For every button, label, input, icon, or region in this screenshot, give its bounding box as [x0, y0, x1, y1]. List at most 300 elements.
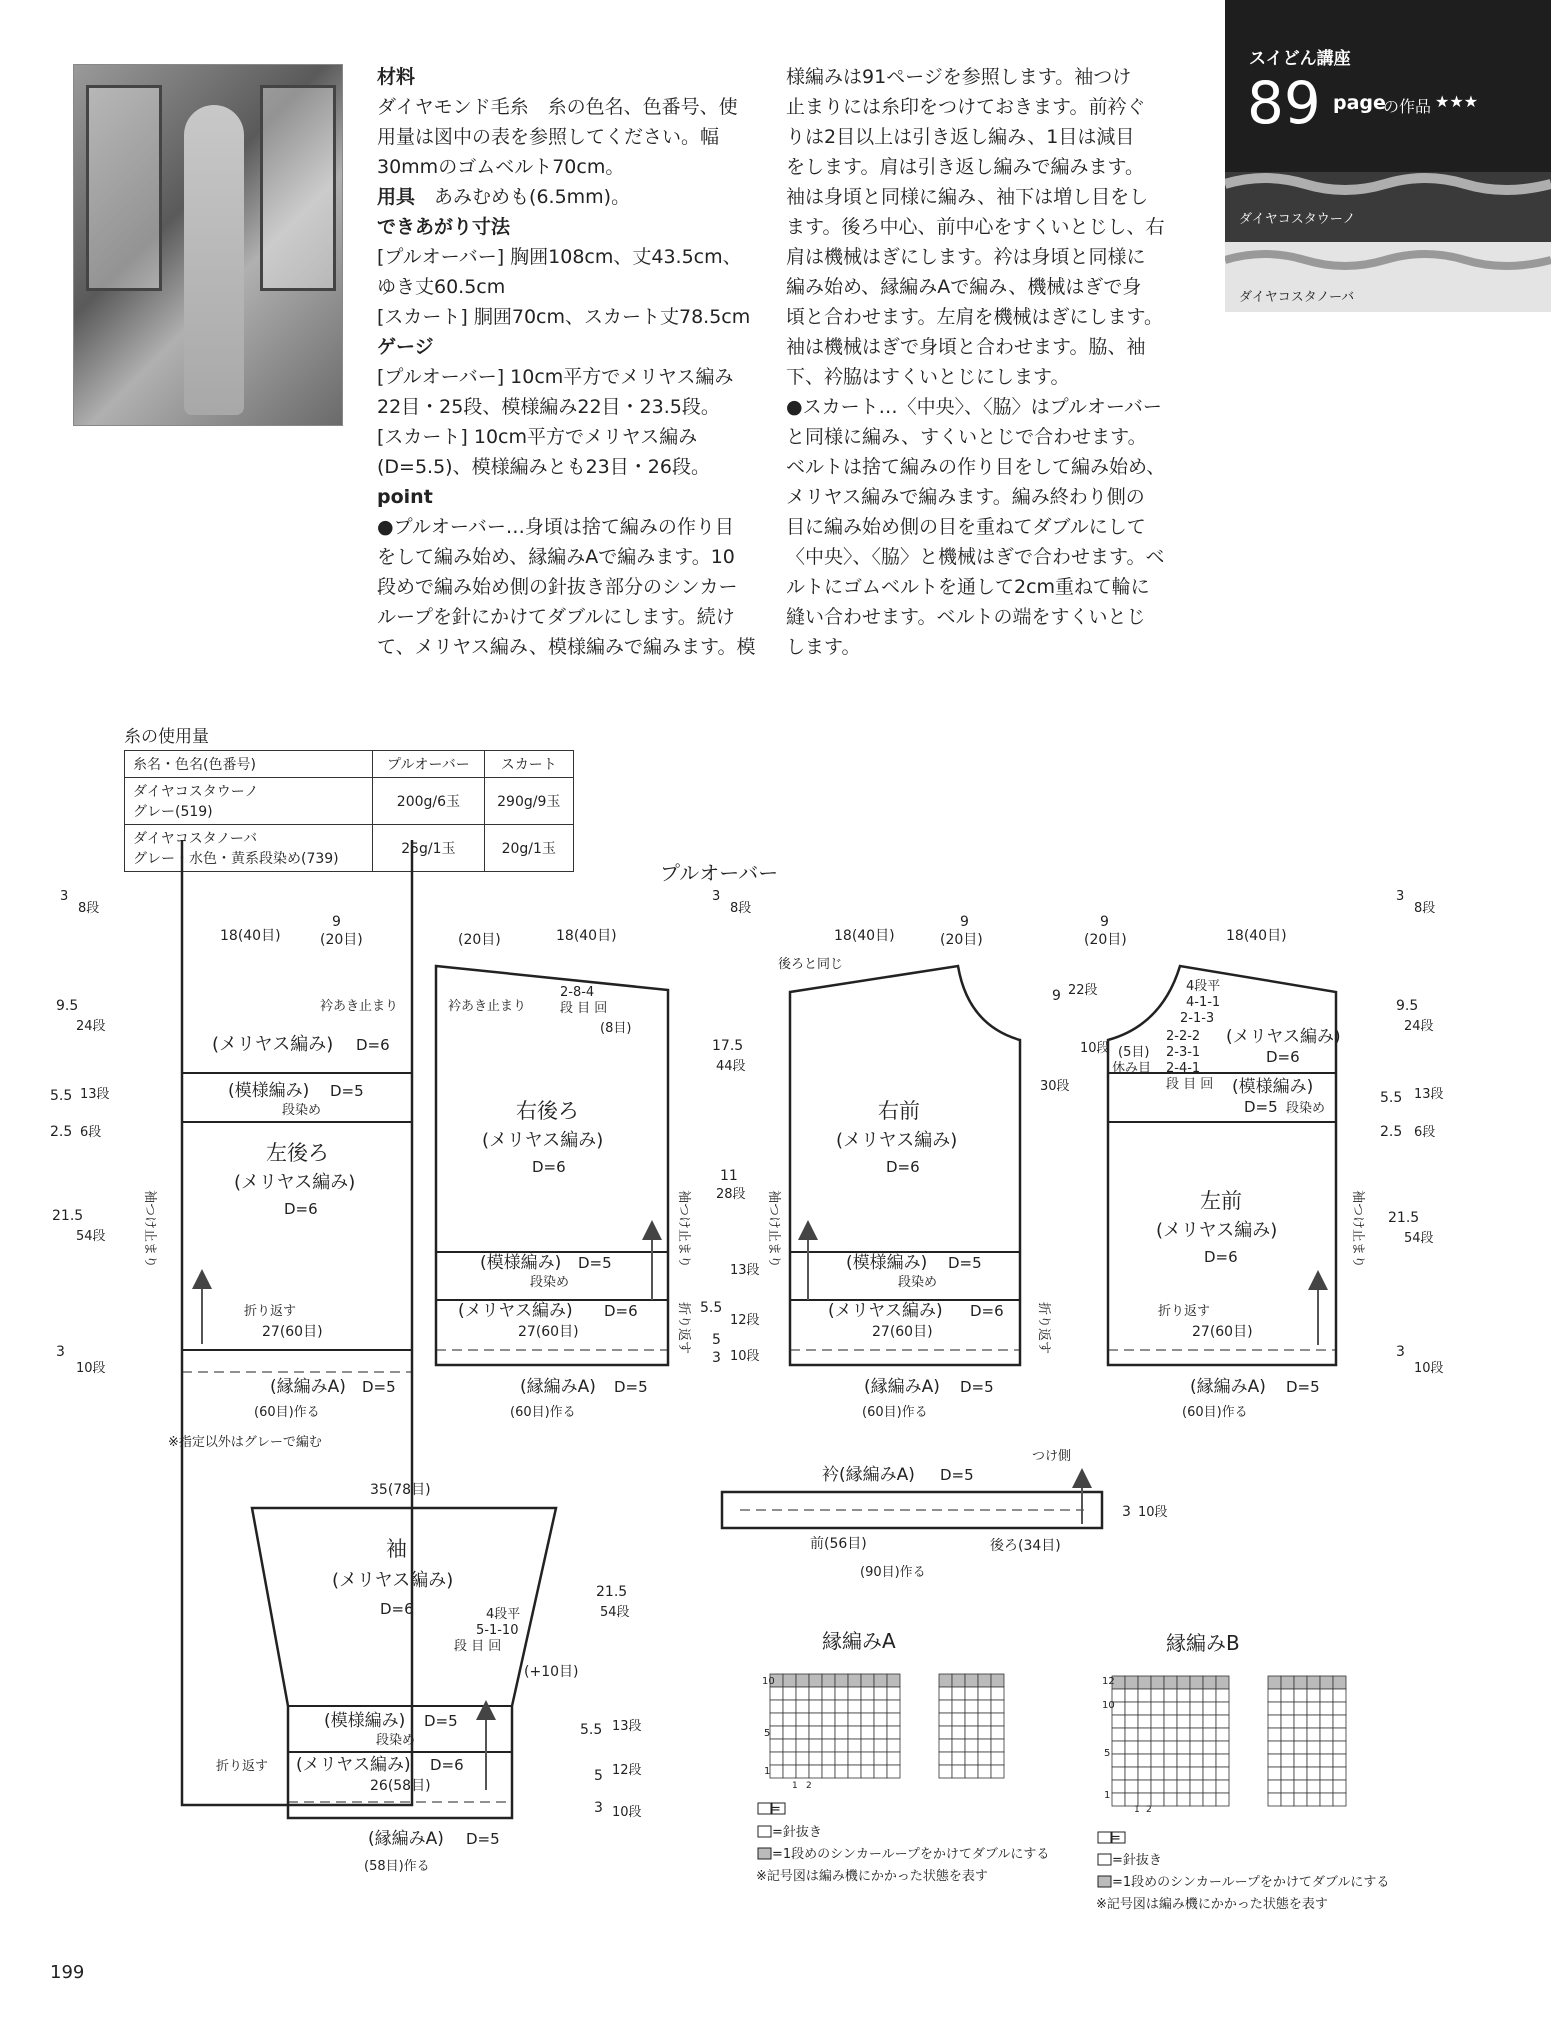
chart-cell — [1294, 1728, 1307, 1741]
text-line: 編み始め、縁編みAで編み、機械はぎで身 — [786, 276, 1142, 298]
row-number: 5 — [1104, 1748, 1111, 1759]
chart-cell — [1294, 1793, 1307, 1806]
chart-cell — [1164, 1676, 1177, 1689]
stitch-label: (縁編みA) — [520, 1377, 596, 1397]
text-line: [プルオーバー] 10cm平方でメリヤス編み — [377, 366, 734, 388]
piece-name: 右前 — [878, 1099, 920, 1123]
row-number: 10 — [1102, 1700, 1115, 1711]
chart-cell — [822, 1726, 835, 1739]
chart-cell — [887, 1752, 900, 1765]
chart-cell — [809, 1713, 822, 1726]
chart-cell — [835, 1713, 848, 1726]
height-label: 5 — [594, 1768, 603, 1784]
chart-cell — [1151, 1728, 1164, 1741]
chart-cell — [1281, 1728, 1294, 1741]
chart-cell — [1190, 1728, 1203, 1741]
chart-cell — [770, 1726, 783, 1739]
col-number: 1 — [1134, 1805, 1140, 1815]
piece-name: 左前 — [1200, 1189, 1242, 1213]
table-cell: 200g/6玉 — [373, 778, 484, 825]
chart-cell — [1294, 1767, 1307, 1780]
text-line: 肩は機械はぎにします。衿は身頃と同様に — [786, 246, 1146, 268]
chart-cell — [991, 1674, 1004, 1687]
chart-cell — [1177, 1780, 1190, 1793]
shaping-label: 2-4-1 — [1166, 1061, 1201, 1076]
table-cell: 25g/1玉 — [373, 825, 484, 872]
chart-cell — [1268, 1754, 1281, 1767]
stitch-label: (メリヤス編み) — [1156, 1220, 1278, 1241]
chart-cell — [1281, 1767, 1294, 1780]
chart-cell — [978, 1739, 991, 1752]
text-line: ループを針にかけてダブルにします。続け — [377, 606, 735, 628]
chart-cell — [965, 1700, 978, 1713]
chart-cell — [952, 1739, 965, 1752]
chart-cell — [1333, 1780, 1346, 1793]
chart-cell — [770, 1739, 783, 1752]
chart-cell — [1294, 1754, 1307, 1767]
chart-cell — [861, 1739, 874, 1752]
chart-cell — [952, 1765, 965, 1778]
height-label: 3 — [60, 889, 69, 904]
chart-cell — [796, 1674, 809, 1687]
legend-text: ※記号図は編み機にかかった状態を表す — [756, 1869, 988, 1884]
height-label: 5.5 — [50, 1088, 73, 1104]
text-line: 段めで編み始め側の針抜き部分のシンカー — [377, 576, 738, 598]
chart-cell — [887, 1765, 900, 1778]
chart-cell — [991, 1752, 1004, 1765]
tension-label: D=5 — [362, 1378, 396, 1396]
height-label: 8段 — [1414, 901, 1436, 916]
yarn2-label: ダイヤコスタノーバ — [1239, 290, 1355, 305]
cast-on-label: (60目)作る — [510, 1405, 576, 1420]
chart-cell — [822, 1687, 835, 1700]
chart-cell — [1307, 1689, 1320, 1702]
height-label: 5.5 — [1380, 1090, 1403, 1106]
table-cell: ダイヤコスタウーノ グレー(519) — [125, 778, 373, 825]
chart-cell — [1294, 1689, 1307, 1702]
cast-on-label: (60目)作る — [862, 1405, 928, 1420]
shaping-label: 段 目 回 — [1166, 1077, 1214, 1092]
chart-cell — [874, 1687, 887, 1700]
series-badge — [1225, 0, 1551, 312]
chart-cell — [1268, 1767, 1281, 1780]
chart-cell — [965, 1765, 978, 1778]
height-label: 10段 — [612, 1805, 642, 1820]
neck-stop-label: 衿あき止まり — [320, 999, 399, 1014]
chart-cell — [1333, 1676, 1346, 1689]
chart-cell — [1333, 1689, 1346, 1702]
chart-cell — [1307, 1676, 1320, 1689]
text-line: 止まりには糸印をつけておきます。前衿ぐ — [786, 96, 1146, 118]
chart-cell — [1294, 1702, 1307, 1715]
chart-a — [762, 1629, 1004, 1791]
chart-cell — [822, 1700, 835, 1713]
tension-label: D=6 — [604, 1302, 638, 1320]
stitch-label: (模様編み) — [1232, 1077, 1314, 1097]
chart-cell — [1190, 1793, 1203, 1806]
shaping-label: 2-1-3 — [1180, 1011, 1215, 1026]
chart-cell — [1151, 1702, 1164, 1715]
chart-cell — [1307, 1780, 1320, 1793]
chart-cell — [1203, 1754, 1216, 1767]
height-label: 9 — [1052, 988, 1061, 1004]
chart-cell — [1333, 1728, 1346, 1741]
chart-cell — [1164, 1793, 1177, 1806]
chart-cell — [1138, 1676, 1151, 1689]
dye-label: 段染め — [898, 1275, 938, 1290]
height-label: 54段 — [600, 1605, 630, 1620]
chart-cell — [1203, 1728, 1216, 1741]
chart-cell — [848, 1726, 861, 1739]
chart-cell — [1125, 1715, 1138, 1728]
stitch-label: (メリヤス編み) — [332, 1570, 454, 1591]
chart-cell — [887, 1700, 900, 1713]
chart-cell — [1320, 1715, 1333, 1728]
height-label: 6段 — [80, 1125, 102, 1140]
height-label: 10段 — [730, 1349, 760, 1364]
table-header: スカート — [484, 751, 573, 778]
height-label: 11 — [720, 1168, 738, 1184]
chart-cell — [991, 1739, 1004, 1752]
chart-cell — [1164, 1715, 1177, 1728]
chart-cell — [1281, 1689, 1294, 1702]
chart-cell — [1112, 1793, 1125, 1806]
chart-cell — [1268, 1793, 1281, 1806]
text-line: ベルトは捨て編みの作り目をして編み始め、 — [786, 456, 1166, 478]
stitch-label: (縁編みA) — [864, 1377, 940, 1397]
col-number: 2 — [1146, 1805, 1152, 1815]
tension-label: D=5 — [466, 1830, 500, 1848]
increase-label: 4段平 — [486, 1607, 521, 1622]
chart-cell — [809, 1765, 822, 1778]
shaping-label: 2-2-2 — [1166, 1029, 1201, 1044]
increase-label: 5-1-10 — [476, 1623, 519, 1638]
sleeve-stop-label: 袖つけ止まり — [1350, 1190, 1365, 1269]
chart-cell — [874, 1713, 887, 1726]
badge-page-suffix: page — [1333, 92, 1386, 114]
chart-cell — [1268, 1715, 1281, 1728]
chart-cell — [965, 1674, 978, 1687]
height-label: 22段 — [1068, 983, 1098, 998]
chart-cell — [965, 1752, 978, 1765]
height-label: 12段 — [730, 1313, 760, 1328]
chart-cell — [874, 1700, 887, 1713]
chart-cell — [1333, 1741, 1346, 1754]
chart-cell — [822, 1739, 835, 1752]
width-label: (20目) — [320, 932, 363, 948]
chart-cell — [939, 1713, 952, 1726]
height-label: 30段 — [1040, 1079, 1070, 1094]
chart-cell — [848, 1765, 861, 1778]
chart-cell — [1112, 1780, 1125, 1793]
width-label: 26(58目) — [370, 1778, 431, 1794]
text-line: 様編みは91ページを参照します。袖つけ — [786, 66, 1132, 88]
chart-cell — [1138, 1715, 1151, 1728]
chart-cell — [1138, 1689, 1151, 1702]
text-line: (D=5.5)、模様編みとも23目・26段。 — [377, 456, 710, 478]
increase-label: (+10目) — [524, 1664, 579, 1680]
chart-cell — [1320, 1754, 1333, 1767]
chart-cell — [796, 1713, 809, 1726]
chart-cell — [1151, 1741, 1164, 1754]
chart-cell — [822, 1765, 835, 1778]
stitch-label: (模様編み) — [846, 1253, 928, 1273]
text-line: ●スカート…〈中央〉、〈脇〉はプルオーバー — [786, 396, 1162, 418]
pattern-diagrams — [0, 840, 1551, 1990]
piece-name: 右後ろ — [516, 1099, 579, 1123]
row-number: 10 — [762, 1676, 775, 1687]
tension-label: D=6 — [886, 1158, 920, 1176]
text-line: をします。肩は引き返し編みで編みます。 — [786, 156, 1144, 178]
chart-cell — [1307, 1741, 1320, 1754]
tension-label: D=5 — [948, 1254, 982, 1272]
chart-cell — [1320, 1702, 1333, 1715]
chart-cell — [1281, 1715, 1294, 1728]
text-line: 頃と合わせます。左肩を機械はぎにします。 — [786, 306, 1163, 328]
chart-cell — [978, 1726, 991, 1739]
chart-cell — [1177, 1676, 1190, 1689]
chart-cell — [861, 1713, 874, 1726]
chart-cell — [1203, 1793, 1216, 1806]
chart-cell — [1203, 1715, 1216, 1728]
chart-cell — [1190, 1780, 1203, 1793]
chart-cell — [1320, 1676, 1333, 1689]
chart-cell — [874, 1674, 887, 1687]
chart-cell — [978, 1752, 991, 1765]
height-label: 10段 — [1414, 1361, 1444, 1376]
chart-cell — [770, 1713, 783, 1726]
chart-cell — [1138, 1780, 1151, 1793]
chart-cell — [1164, 1780, 1177, 1793]
height-label: 5.5 — [580, 1722, 603, 1738]
height-label: 21.5 — [52, 1208, 84, 1224]
sleeve-piece — [216, 1482, 642, 1874]
text-line: 縫い合わせます。ベルトの端をすくいとじ — [786, 606, 1146, 628]
chart-cell — [1307, 1715, 1320, 1728]
chart-cell — [952, 1752, 965, 1765]
chart-cell — [848, 1674, 861, 1687]
chart-cell — [1164, 1741, 1177, 1754]
chart-cell — [1281, 1741, 1294, 1754]
chart-cell — [822, 1713, 835, 1726]
chart-cell — [861, 1674, 874, 1687]
tension-label: D=5 — [424, 1712, 458, 1730]
usage-title: 糸の使用量 — [124, 727, 209, 747]
text-line: 〈中央〉、〈脇〉と機械はぎで合わせます。ベ — [786, 546, 1165, 568]
chart-cell — [1177, 1715, 1190, 1728]
tension-label: D=6 — [380, 1600, 414, 1618]
chart-cell — [1125, 1780, 1138, 1793]
height-label: 10段 — [1138, 1505, 1168, 1520]
tension-label: D=5 — [578, 1254, 612, 1272]
chart-b — [1102, 1631, 1346, 1815]
chart-cell — [1333, 1767, 1346, 1780]
piece-name: 袖 — [386, 1537, 407, 1561]
sleeve-stop-label: 袖つけ止まり — [676, 1190, 691, 1269]
table-header: プルオーバー — [373, 751, 484, 778]
chart-cell — [939, 1687, 952, 1700]
height-label: 5.5 — [700, 1300, 723, 1316]
table-header: 糸名・色名(色番号) — [125, 751, 373, 778]
chart-cell — [887, 1726, 900, 1739]
chart-cell — [1307, 1728, 1320, 1741]
chart-cell — [1151, 1689, 1164, 1702]
chart-cell — [1307, 1793, 1320, 1806]
height-label: 12段 — [612, 1763, 642, 1778]
text-line: [スカート] 10cm平方でメリヤス編み — [377, 426, 698, 448]
chart-a-legend — [756, 1802, 1049, 1884]
text-line: をして編み始め、縁編みAで編みます。10 — [377, 546, 735, 568]
width-label: (20目) — [1084, 932, 1127, 948]
width-label: 35(78目) — [370, 1482, 431, 1498]
chart-cell — [1190, 1754, 1203, 1767]
chart-cell — [809, 1687, 822, 1700]
chart-cell — [939, 1726, 952, 1739]
height-label: 21.5 — [1388, 1210, 1420, 1226]
chart-cell — [965, 1726, 978, 1739]
chart-cell — [1268, 1676, 1281, 1689]
chart-cell — [1177, 1741, 1190, 1754]
chart-cell — [1125, 1702, 1138, 1715]
legend-text: =針抜き — [772, 1825, 822, 1840]
chart-cell — [1190, 1715, 1203, 1728]
chart-cell — [1203, 1780, 1216, 1793]
height-label: 13段 — [80, 1087, 110, 1102]
chart-cell — [1320, 1793, 1333, 1806]
fold-label: 折り返す — [1158, 1304, 1211, 1319]
text-line: 30mmのゴムベルト70cm。 — [377, 156, 625, 178]
height-label: 54段 — [76, 1229, 106, 1244]
collar-back-label: 後ろ(34目) — [990, 1538, 1061, 1554]
chart-cell — [835, 1739, 848, 1752]
row-number: 1 — [764, 1766, 771, 1777]
chart-cell — [1177, 1793, 1190, 1806]
stitch-label: (メリヤス編み) — [212, 1034, 334, 1055]
text-line: 用量は図中の表を参照してください。幅 — [377, 126, 720, 148]
rest-stitch-label: 休み目 — [1112, 1061, 1152, 1076]
chart-cell — [1151, 1793, 1164, 1806]
shaping-label: (8目) — [600, 1021, 632, 1036]
table-row — [125, 778, 574, 825]
chart-cell — [991, 1713, 1004, 1726]
width-label: (20目) — [940, 932, 983, 948]
stitch-label: (模様編み) — [324, 1711, 406, 1731]
chart-cell — [1138, 1767, 1151, 1780]
chart-cell — [1112, 1767, 1125, 1780]
shaping-label: 4-1-1 — [1186, 995, 1221, 1010]
chart-cell — [1333, 1702, 1346, 1715]
stitch-label: (メリヤス編み) — [482, 1130, 604, 1151]
text-line: と同様に編み、すくいとじで合わせます。 — [786, 426, 1147, 448]
chart-cell — [1333, 1754, 1346, 1767]
chart-cell — [770, 1752, 783, 1765]
chart-cell — [1216, 1728, 1229, 1741]
chart-cell — [1281, 1676, 1294, 1689]
chart-cell — [1294, 1676, 1307, 1689]
chart-cell — [887, 1687, 900, 1700]
chart-cell — [965, 1713, 978, 1726]
series-title: スイどん講座 — [1249, 49, 1351, 69]
stitch-label: (メリヤス編み) — [828, 1301, 943, 1321]
chart-cell — [1164, 1728, 1177, 1741]
chart-cell — [796, 1739, 809, 1752]
chart-cell — [861, 1687, 874, 1700]
chart-cell — [978, 1700, 991, 1713]
height-label: 44段 — [716, 1059, 746, 1074]
right-front-piece — [766, 914, 1110, 1420]
left-front-piece — [1084, 889, 1444, 1420]
chart-cell — [939, 1674, 952, 1687]
chart-cell — [1151, 1715, 1164, 1728]
chart-cell — [1216, 1793, 1229, 1806]
chart-cell — [874, 1739, 887, 1752]
chart-cell — [770, 1687, 783, 1700]
chart-cell — [783, 1674, 796, 1687]
attach-side-label: つけ側 — [1032, 1449, 1072, 1464]
table-cell: 20g/1玉 — [484, 825, 573, 872]
chart-cell — [783, 1713, 796, 1726]
chart-cell — [1125, 1689, 1138, 1702]
badge-page-number: 89 — [1247, 69, 1321, 137]
materials-heading: 材料 — [377, 66, 416, 88]
shaping-label: 2-3-1 — [1166, 1045, 1201, 1060]
fold-label: 折り返す — [244, 1304, 297, 1319]
fold-label: 折り返す — [216, 1759, 269, 1774]
same-as-back-label: 後ろと同じ — [778, 957, 844, 972]
chart-cell — [887, 1674, 900, 1687]
chart-cell — [939, 1739, 952, 1752]
chart-cell — [1112, 1741, 1125, 1754]
chart-cell — [835, 1726, 848, 1739]
chart-cell — [1216, 1702, 1229, 1715]
width-label: 27(60目) — [872, 1324, 933, 1340]
chart-cell — [978, 1765, 991, 1778]
chart-cell — [796, 1687, 809, 1700]
size-heading: できあがり寸法 — [377, 216, 511, 238]
tension-label: D=5 — [940, 1466, 974, 1484]
chart-cell — [1281, 1754, 1294, 1767]
stitch-label: (メリヤス編み) — [234, 1172, 356, 1193]
chart-cell — [1320, 1741, 1333, 1754]
cast-on-label: (60目)作る — [254, 1405, 320, 1420]
height-label: 8段 — [730, 901, 752, 916]
chart-cell — [1294, 1780, 1307, 1793]
chart-cell — [1177, 1689, 1190, 1702]
badge-label: の作品 — [1383, 97, 1432, 116]
chart-cell — [783, 1765, 796, 1778]
text-line: メリヤス編みで編みます。編み終わり側の — [786, 486, 1145, 508]
chart-cell — [1138, 1741, 1151, 1754]
height-label: 3 — [1396, 889, 1405, 904]
chart-cell — [1320, 1728, 1333, 1741]
collar-title: 衿(縁編みA) — [822, 1465, 915, 1485]
stitch-label: (メリヤス編み) — [296, 1755, 411, 1775]
instructions-column — [786, 62, 1166, 662]
width-label: 9 — [960, 914, 969, 930]
chart-cell — [965, 1687, 978, 1700]
text-line: 袖は身頃と同様に編み、袖下は増し目をし — [786, 186, 1149, 208]
height-label: 24段 — [1404, 1019, 1434, 1034]
height-label: 2.5 — [50, 1124, 73, 1140]
text-line: ダイヤモンド毛糸 糸の色名、色番号、使 — [377, 96, 738, 118]
chart-cell — [952, 1713, 965, 1726]
height-label: 10段 — [76, 1361, 106, 1376]
chart-cell — [939, 1765, 952, 1778]
width-label: 27(60目) — [1192, 1324, 1253, 1340]
chart-cell — [809, 1700, 822, 1713]
dye-label: 段染め — [376, 1733, 416, 1748]
text-line: 22目・25段、模様編み22目・23.5段。 — [377, 396, 720, 418]
